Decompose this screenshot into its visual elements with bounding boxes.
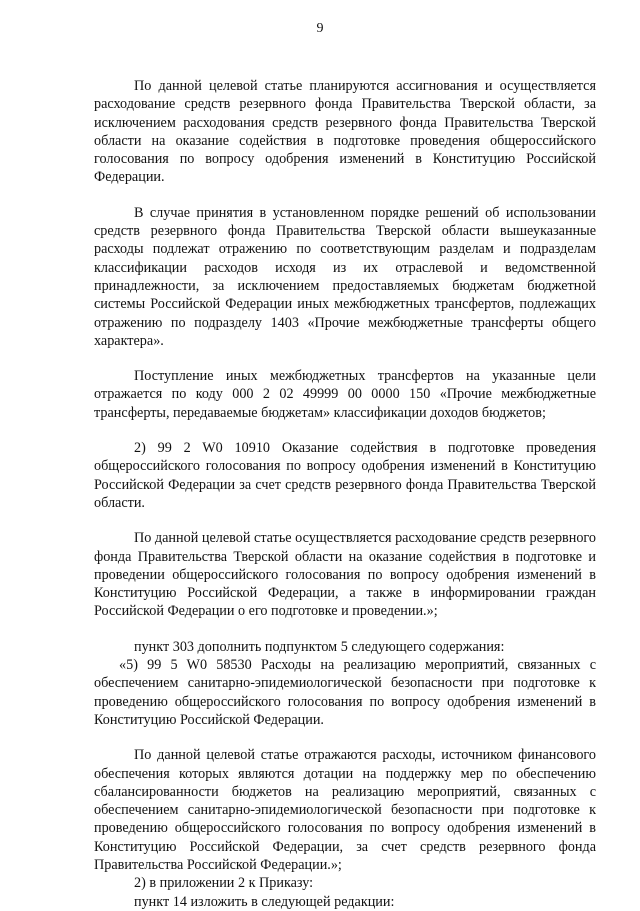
paragraph: По данной целевой статье осуществляется расходование средств резервного фонда Правительства Тверской области на оказание содействия в подготовке и проведении общероссийского голосования по вопросу одобрения изменений в Конституцию Российской Федерации, а также в информировании граждан Российской Федерации о его подготовке и проведении.»; <box>94 530 596 620</box>
paragraph: В случае принятия в установленном порядке решений об использовании средств резервного фонда Правительства Тверской области вышеуказанные расходы подлежат отражению по соответствующим разделам и подразделам классификации расходов исходя из их отраслевой и ведомственной принадлежности, за исключением предоставляемых бюджетам бюджетной системы Российской Федерации иных межбюджетных трансфертов, подлежащих отражению по подразделу 1403 «Прочие межбюджетные трансферты общего характера». <box>94 204 596 349</box>
paragraph: «5) 99 5 W0 58530 Расходы на реализацию мероприятий, связанных с обеспечением санитарно-эпидемиологической безопасности при подготовке к проведению общероссийского голосования по вопросу одобрения изменений в Конституцию Российской Федерации. <box>94 657 596 728</box>
paragraph: 2) 99 2 W0 10910 Оказание содействия в подготовке проведения общероссийского голосования по вопросу одобрения изменений в Конституцию Российской Федерации за счет средств резервного фонда Правительства Тверской области. <box>94 440 596 511</box>
paragraph: пункт 303 дополнить подпунктом 5 следующего содержания: <box>134 638 505 655</box>
paragraph: По данной целевой статье планируются ассигнования и осуществляется расходование средств резервного фонда Правительства Тверской области, за исключением расходования средств резервного фонда Правительства Тверской области на оказание содействия в подготовке проведения общероссийского голосования по вопросу одобрения изменений в Конституцию Российской Федерации. <box>94 78 596 186</box>
page-number: 9 <box>316 21 324 36</box>
document-body <box>94 77 596 911</box>
paragraph: пункт 14 изложить в следующей редакции: <box>134 893 395 910</box>
paragraph: Поступление иных межбюджетных трансфертов на указанные цели отражается по коду 000 2 02 49999 00 0000 150 «Прочие межбюджетные трансферты, передаваемые бюджетам» классификации доходов бюджетов; <box>94 368 596 421</box>
paragraph: 2) в приложении 2 к Приказу: <box>134 875 314 892</box>
paragraph: По данной целевой статье отражаются расходы, источником финансового обеспечения которых являются дотации на поддержку мер по обеспечению сбалансированности бюджетов на реализацию мероприятий, связанных с обеспечением санитарно-эпидемиологической безопасности при подготовке к проведению общероссийского голосования по вопросу одобрения изменений в Конституцию Российской Федерации, за счет средств резервного фонда Правительства Российской Федерации.»; <box>94 747 596 873</box>
